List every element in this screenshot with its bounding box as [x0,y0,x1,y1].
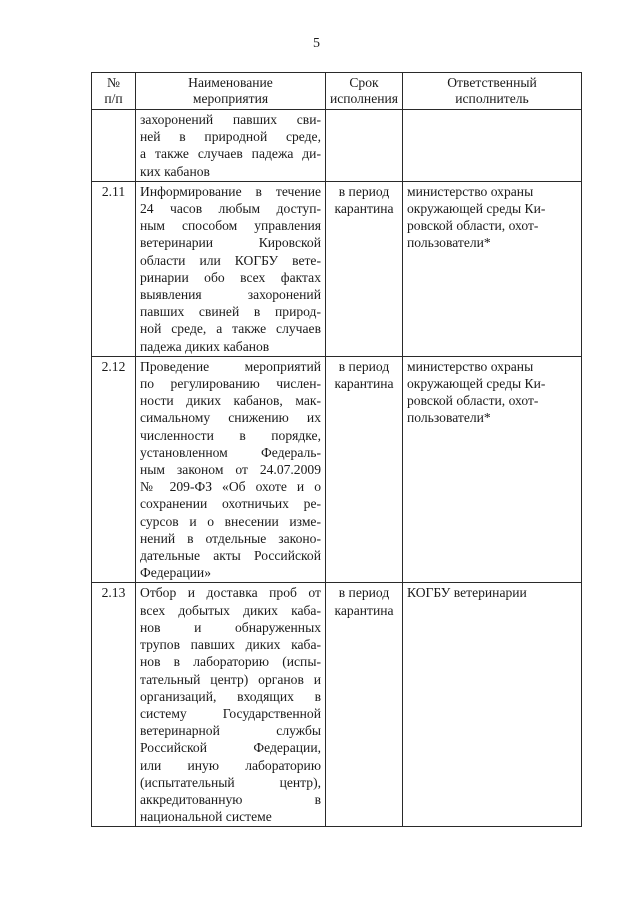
table-header-row [92,73,582,110]
cell-text-line: выявления захоронений [140,287,321,303]
cell-text-line: ветеринарии Кировской [140,235,321,251]
table-row [92,356,582,583]
row-responsible [403,583,582,827]
row-number: 2.12 [92,356,136,583]
row-responsible [403,110,582,182]
cell-text-line: мероприятия [192,91,269,106]
cell-text-line: падежа диких кабанов [140,338,270,354]
cell-text-line: Наименование [188,75,273,90]
cell-text-line: ровской области, охот- [407,218,539,234]
cell-text-line: карантина [334,376,394,392]
cell-text-line: министерство охраны [407,358,534,374]
cell-text-line: № 209-ФЗ «Об охоте и о [140,479,321,495]
cell-text-line: министерство охраны [407,183,534,199]
table-row [92,181,582,356]
cell-text-line: установленном Федераль- [140,444,321,460]
cell-text-line: ным способом управления [140,218,321,234]
cell-text-line: пользователи* [407,410,491,426]
header-number [92,73,136,110]
cell-text-line: национальной системе [140,809,272,825]
cell-text-line: или иную лабораторию [140,757,321,773]
cell-text-line: тательный центр) органов и [140,671,321,687]
row-measure [136,110,326,182]
cell-text-line: исполнитель [455,91,529,106]
cell-text-line: симальному снижению их [140,410,321,426]
cell-text-line: ности диких кабанов, мак- [140,393,321,409]
cell-text-line: Отбор и доставка проб от [140,585,321,601]
row-measure [136,181,326,356]
row-term [326,583,403,827]
row-responsible [403,356,582,583]
cell-text-line: нений в отдельные законо- [140,530,321,546]
cell-text-line: Федерации» [140,565,211,581]
cell-text-line: п/п [104,91,123,106]
cell-text-line: нов и обнаруженных [140,619,321,635]
cell-text-line: павших свиней в природ- [140,304,321,320]
cell-text-line: ным законом от 24.07.2009 [140,462,321,478]
cell-text-line: окружающей среды Ки- [407,376,546,392]
cell-text-line: в период [338,585,390,601]
cell-text-line: карантина [334,602,394,618]
page-number: 5 [313,36,320,51]
cell-text-line: 24 часов любым доступ- [140,201,321,217]
cell-text-line: Проведение мероприятий [140,358,321,374]
row-measure [136,583,326,827]
cell-text-line: численности в порядке, [140,427,321,443]
cell-text-line: Ответственный [447,75,537,90]
cell-text-line: систему Государственной [140,705,321,721]
table-row [92,583,582,827]
cell-text-line: Информирование в течение [140,183,321,199]
cell-text-line: Срок [349,75,379,90]
cell-text-line: а также случаев падежа ди- [140,146,321,162]
row-number [92,110,136,182]
row-number: 2.13 [92,583,136,827]
cell-text-line: в период [338,358,390,374]
cell-text-line: ней в природной среде, [140,129,321,145]
cell-text-line: сурсов и о внесении изме- [140,513,321,529]
cell-text-line: захоронений павших сви- [140,112,321,127]
row-measure [136,356,326,583]
cell-text-line: Российской Федерации, [140,740,321,756]
row-responsible [403,181,582,356]
cell-text-line: организаций, входящих в [140,688,321,704]
cell-text-line: ровской области, охот- [407,393,539,409]
cell-text-line: нов в лабораторию (испы- [140,654,321,670]
cell-text-line: по регулированию числен- [140,376,321,392]
row-term [326,356,403,583]
cell-text-line: пользователи* [407,235,491,251]
cell-text-line: трупов павших диких каба- [140,637,321,653]
cell-text-line: аккредитованную в [140,791,321,807]
header-name [136,73,326,110]
cell-text-line: в период [338,183,390,199]
cell-text-line: ких кабанов [140,163,210,179]
cell-text-line: всех добытых диких каба- [140,602,321,618]
cell-text-line: карантина [334,201,394,217]
row-term [326,181,403,356]
row-number: 2.11 [92,181,136,356]
cell-text-line: исполнения [329,91,399,106]
cell-text-line: ринарии обо всех фактах [140,269,321,285]
cell-text-line: КОГБУ ветеринарии [407,585,527,601]
table-row [92,110,582,182]
cell-text-line: области или КОГБУ вете- [140,252,321,268]
cell-text-line: окружающей среды Ки- [407,201,546,217]
cell-text-line: ветеринарной службы [140,723,321,739]
header-term [326,73,403,110]
row-term [326,110,403,182]
measures-table [91,72,582,827]
cell-text-line: ной среде, а также случаев [140,321,321,337]
cell-text-line: сохранении охотничьих ре- [140,496,321,512]
cell-text-line: № [107,75,120,90]
header-responsible [403,73,582,110]
cell-text-line: дательные акты Российской [140,548,321,564]
cell-text-line: (испытательный центр), [140,774,321,790]
